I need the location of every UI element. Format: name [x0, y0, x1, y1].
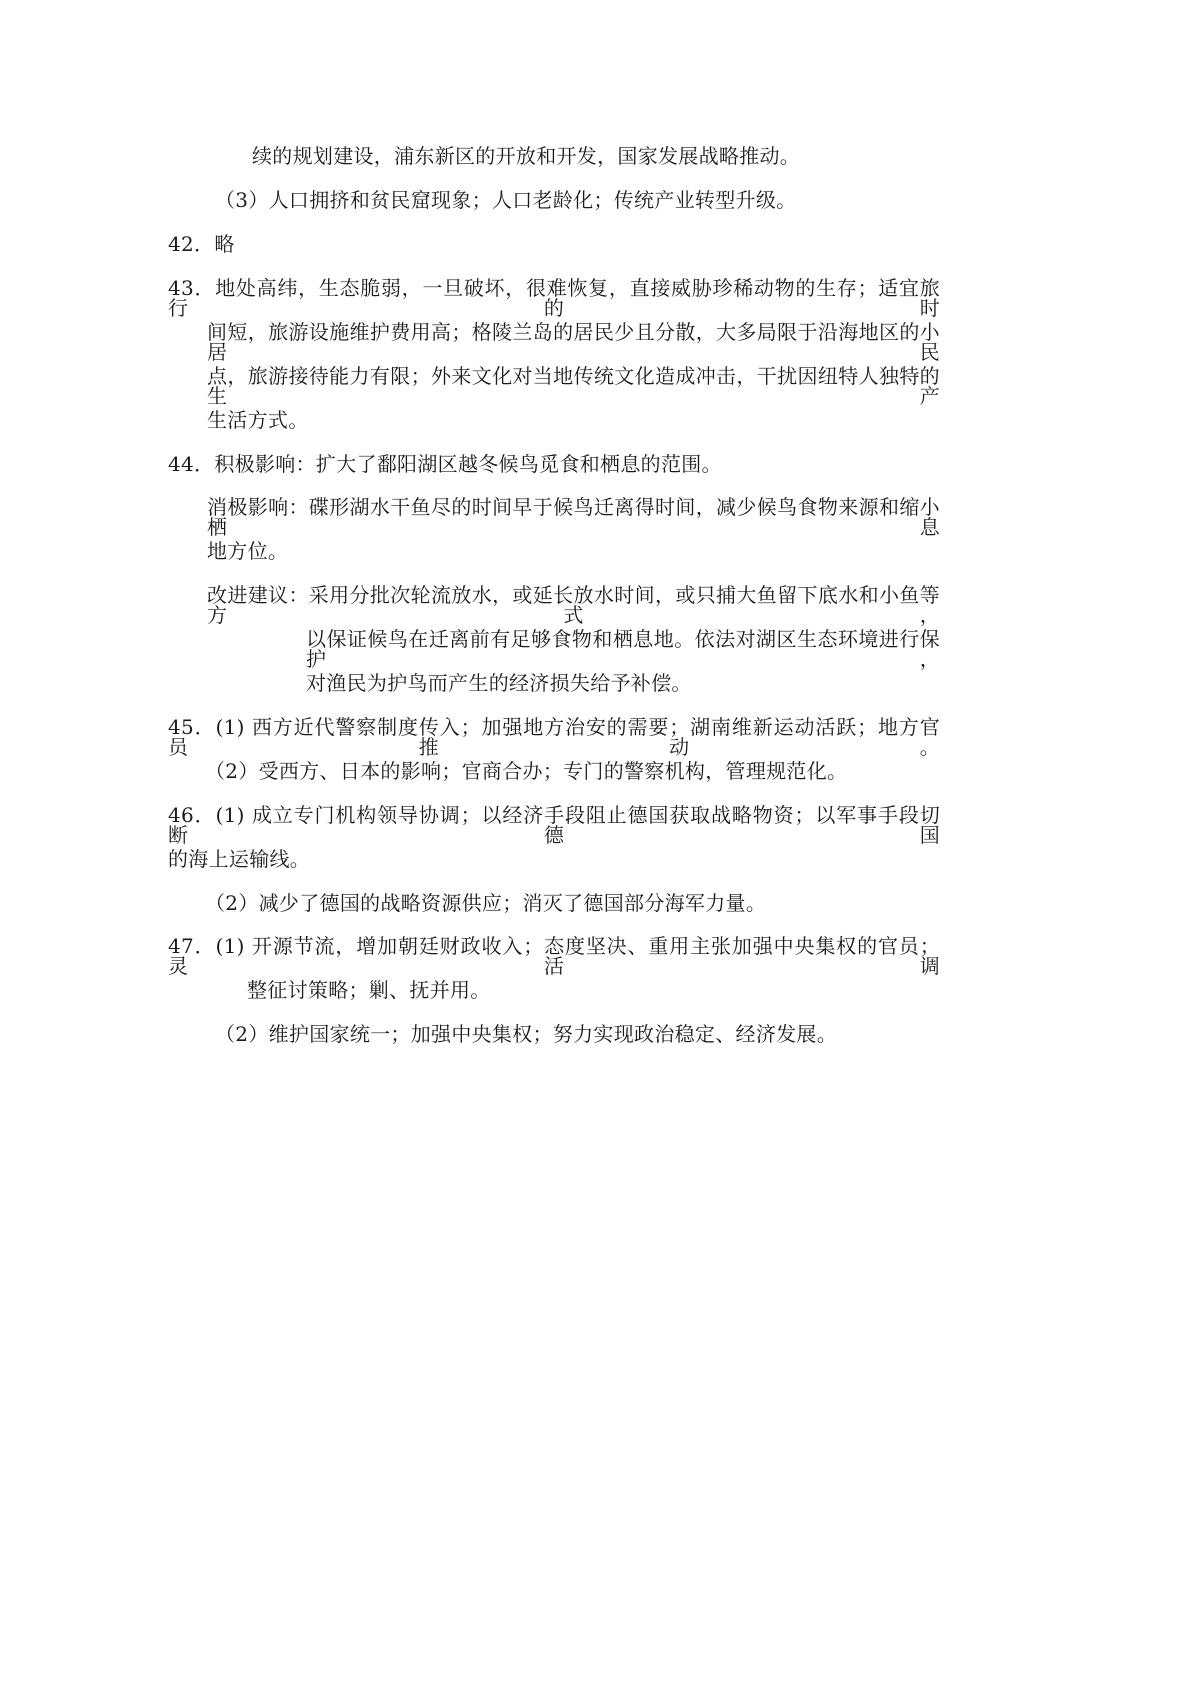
text-line: 45．(1) 西方近代警察制度传入；加强地方治安的需要；湖南维新运动活跃；地方官员推动。 — [168, 715, 940, 759]
text-line: 对渔民为护鸟而产生的经济损失给予补偿。 — [306, 671, 692, 695]
text-line: 的海上运输线。 — [168, 847, 311, 871]
text-line: 消极影响：碟形湖水干鱼尽的时间早于候鸟迁离得时间，减少候鸟食物来源和缩小栖息 — [207, 495, 940, 539]
text-line: （3）人口拥挤和贫民窟现象；人口老龄化；传统产业转型升级。 — [215, 188, 797, 212]
text-line: 整征讨策略；剿、抚并用。 — [247, 978, 491, 1002]
text-line: 改进建议：采用分批次轮流放水，或延长放水时间，或只捕大鱼留下底水和小鱼等方式， — [207, 583, 940, 627]
text-line: 点，旅游接待能力有限；外来文化对当地传统文化造成冲击，干扰因纽特人独特的生产 — [207, 364, 940, 408]
text-line: 间短，旅游设施维护费用高；格陵兰岛的居民少且分散，大多局限于沿海地区的小居民 — [207, 320, 940, 364]
text-line: 43．地处高纬，生态脆弱，一旦破坏，很难恢复，直接威胁珍稀动物的生存；适宜旅行的时 — [168, 276, 940, 320]
text-line: （2）维护国家统一；加强中央集权；努力实现政治稳定、经济发展。 — [215, 1022, 838, 1046]
text-line: 以保证候鸟在迁离前有足够食物和栖息地。依法对湖区生态环境进行保护， — [306, 627, 940, 671]
text-line: 生活方式。 — [207, 408, 309, 432]
text-line: 47．(1) 开源节流，增加朝廷财政收入；态度坚决、重用主张加强中央集权的官员；灵活调 — [168, 934, 940, 978]
text-line: 42．略 — [168, 232, 235, 256]
text-line: 续的规划建设，浦东新区的开放和开发，国家发展战略推动。 — [252, 144, 801, 168]
text-line: 46．(1) 成立专门机构领导协调；以经济手段阻止德国获取战略物资；以军事手段切断德国 — [168, 803, 940, 847]
text-line: （2）减少了德国的战略资源供应；消灭了德国部分海军力量。 — [205, 891, 767, 915]
text-line: 地方位。 — [207, 539, 289, 563]
text-line: 44．积极影响：扩大了鄱阳湖区越冬候鸟觅食和栖息的范围。 — [168, 452, 722, 476]
text-line: （2）受西方、日本的影响；官商合办；专门的警察机构，管理规范化。 — [205, 759, 848, 783]
